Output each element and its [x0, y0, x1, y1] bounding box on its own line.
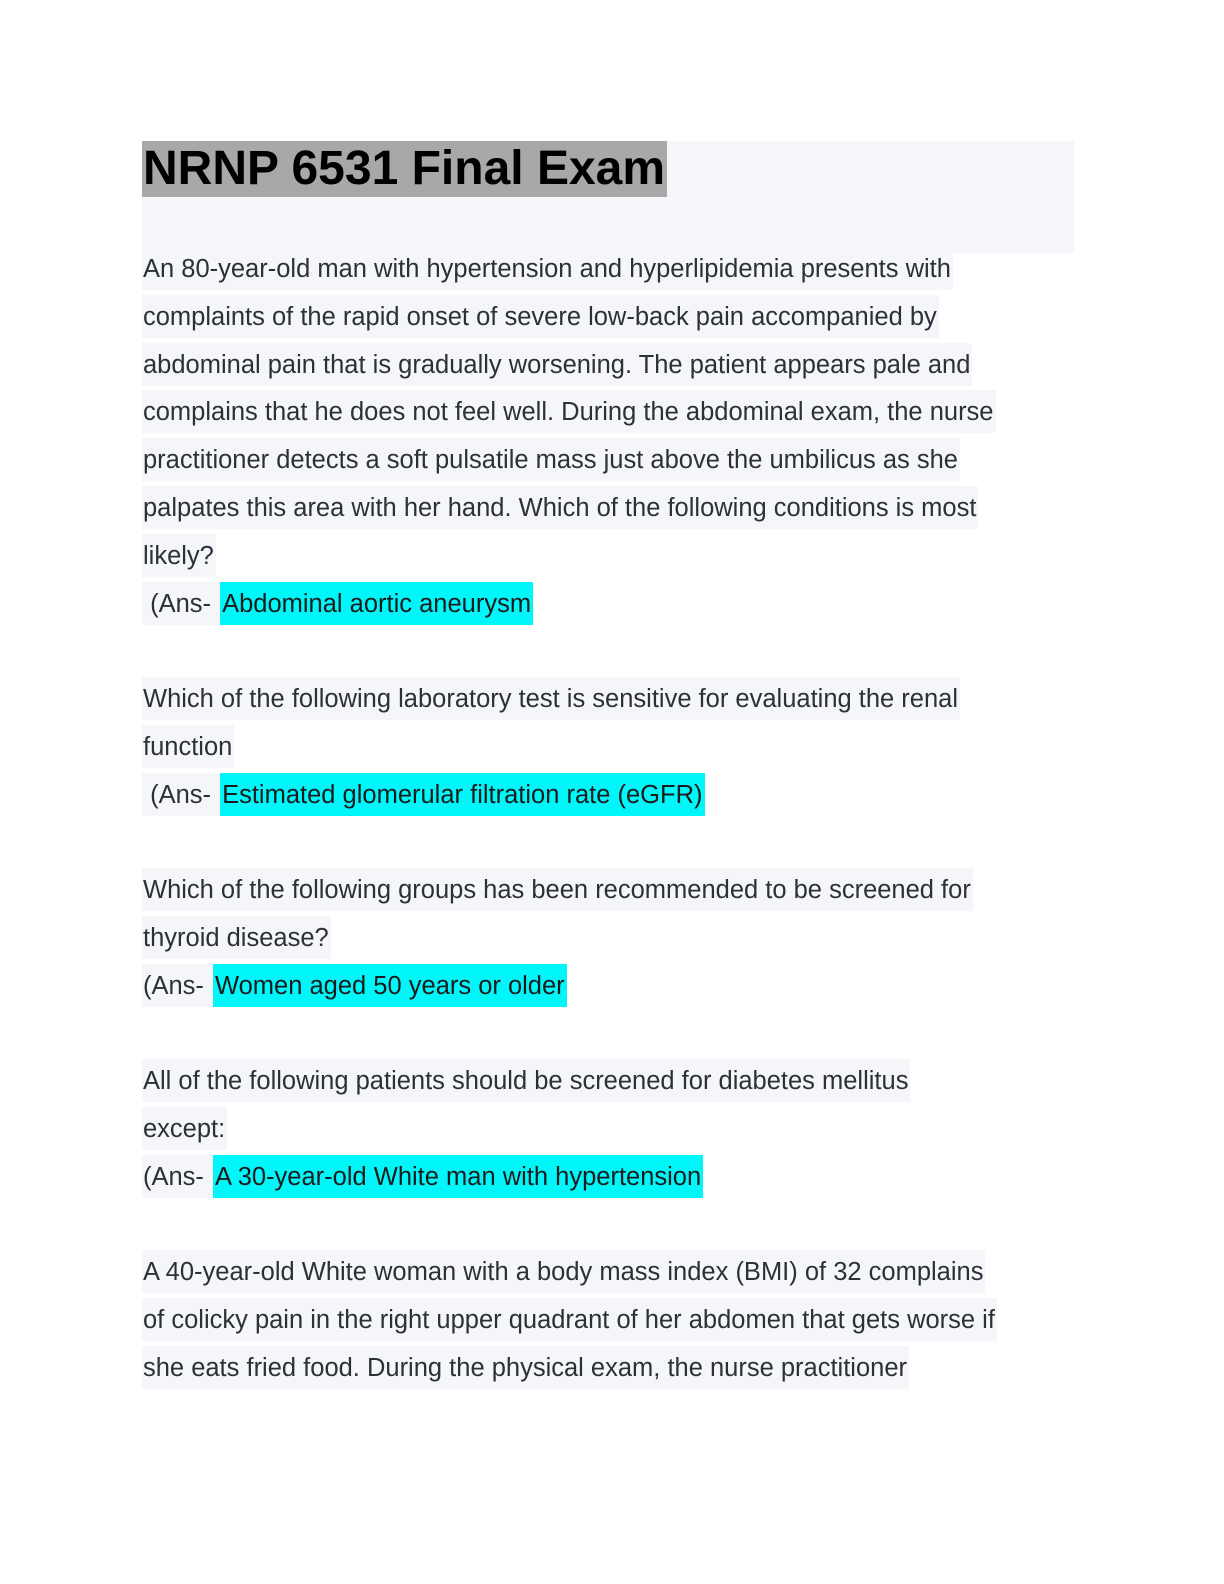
question-2-line-1: Which of the following laboratory test is sensitive for evaluating the renal: [142, 677, 960, 720]
answer-line-4: [142, 1154, 1082, 1202]
page-title: NRNP 6531 Final Exam: [143, 142, 666, 195]
question-1-line-7: likely?: [142, 534, 216, 577]
question-1-line-6: palpates this area with her hand. Which of the following conditions is most: [142, 486, 978, 529]
answer-highlight-1: Abdominal aortic aneurysm: [220, 582, 533, 625]
question-5-line-1: A 40-year-old White woman with a body mass index (BMI) of 32 complains: [142, 1250, 985, 1293]
question-5-line-2: of colicky pain in the right upper quadrant of her abdomen that gets worse if: [142, 1298, 997, 1341]
question-1-line-2: complaints of the rapid onset of severe low-back pain accompanied by: [142, 295, 939, 338]
answer-prefix-3: (Ans-: [142, 964, 213, 1007]
title-block: [142, 141, 1074, 253]
answer-highlight-4: A 30-year-old White man with hypertension: [213, 1155, 703, 1198]
question-1-line-3: abdominal pain that is gradually worsening. The patient appears pale and: [142, 343, 972, 386]
question-1: [142, 246, 1082, 628]
answer-prefix-1: (Ans-: [142, 582, 220, 625]
question-1-line-5: practitioner detects a soft pulsatile mass just above the umbilicus as she: [142, 438, 960, 481]
question-3-line-1: Which of the following groups has been recommended to be screened for: [142, 868, 973, 911]
question-3: [142, 867, 1082, 1010]
question-3-line-2: thyroid disease?: [142, 916, 331, 959]
question-2-line-2: function: [142, 725, 234, 768]
answer-prefix-4: (Ans-: [142, 1155, 213, 1198]
question-1-line-1: An 80-year-old man with hypertension and hyperlipidemia presents with: [142, 247, 953, 290]
answer-highlight-3: Women aged 50 years or older: [213, 964, 567, 1007]
question-5: [142, 1249, 1082, 1392]
question-4-line-2: except:: [142, 1107, 227, 1150]
question-5-line-3: she eats fried food. During the physical exam, the nurse practitioner: [142, 1346, 909, 1389]
question-4-line-1: All of the following patients should be screened for diabetes mellitus: [142, 1059, 910, 1102]
question-1-line-4: complains that he does not feel well. During the abdominal exam, the nurse: [142, 390, 996, 433]
question-4: [142, 1058, 1082, 1201]
answer-line-1: [142, 581, 1082, 629]
answer-line-3: [142, 963, 1082, 1011]
answer-line-2: [142, 772, 1082, 820]
answer-highlight-2: Estimated glomerular filtration rate (eGFR): [220, 773, 704, 816]
answer-prefix-2: (Ans-: [142, 773, 220, 816]
question-2: [142, 676, 1082, 819]
